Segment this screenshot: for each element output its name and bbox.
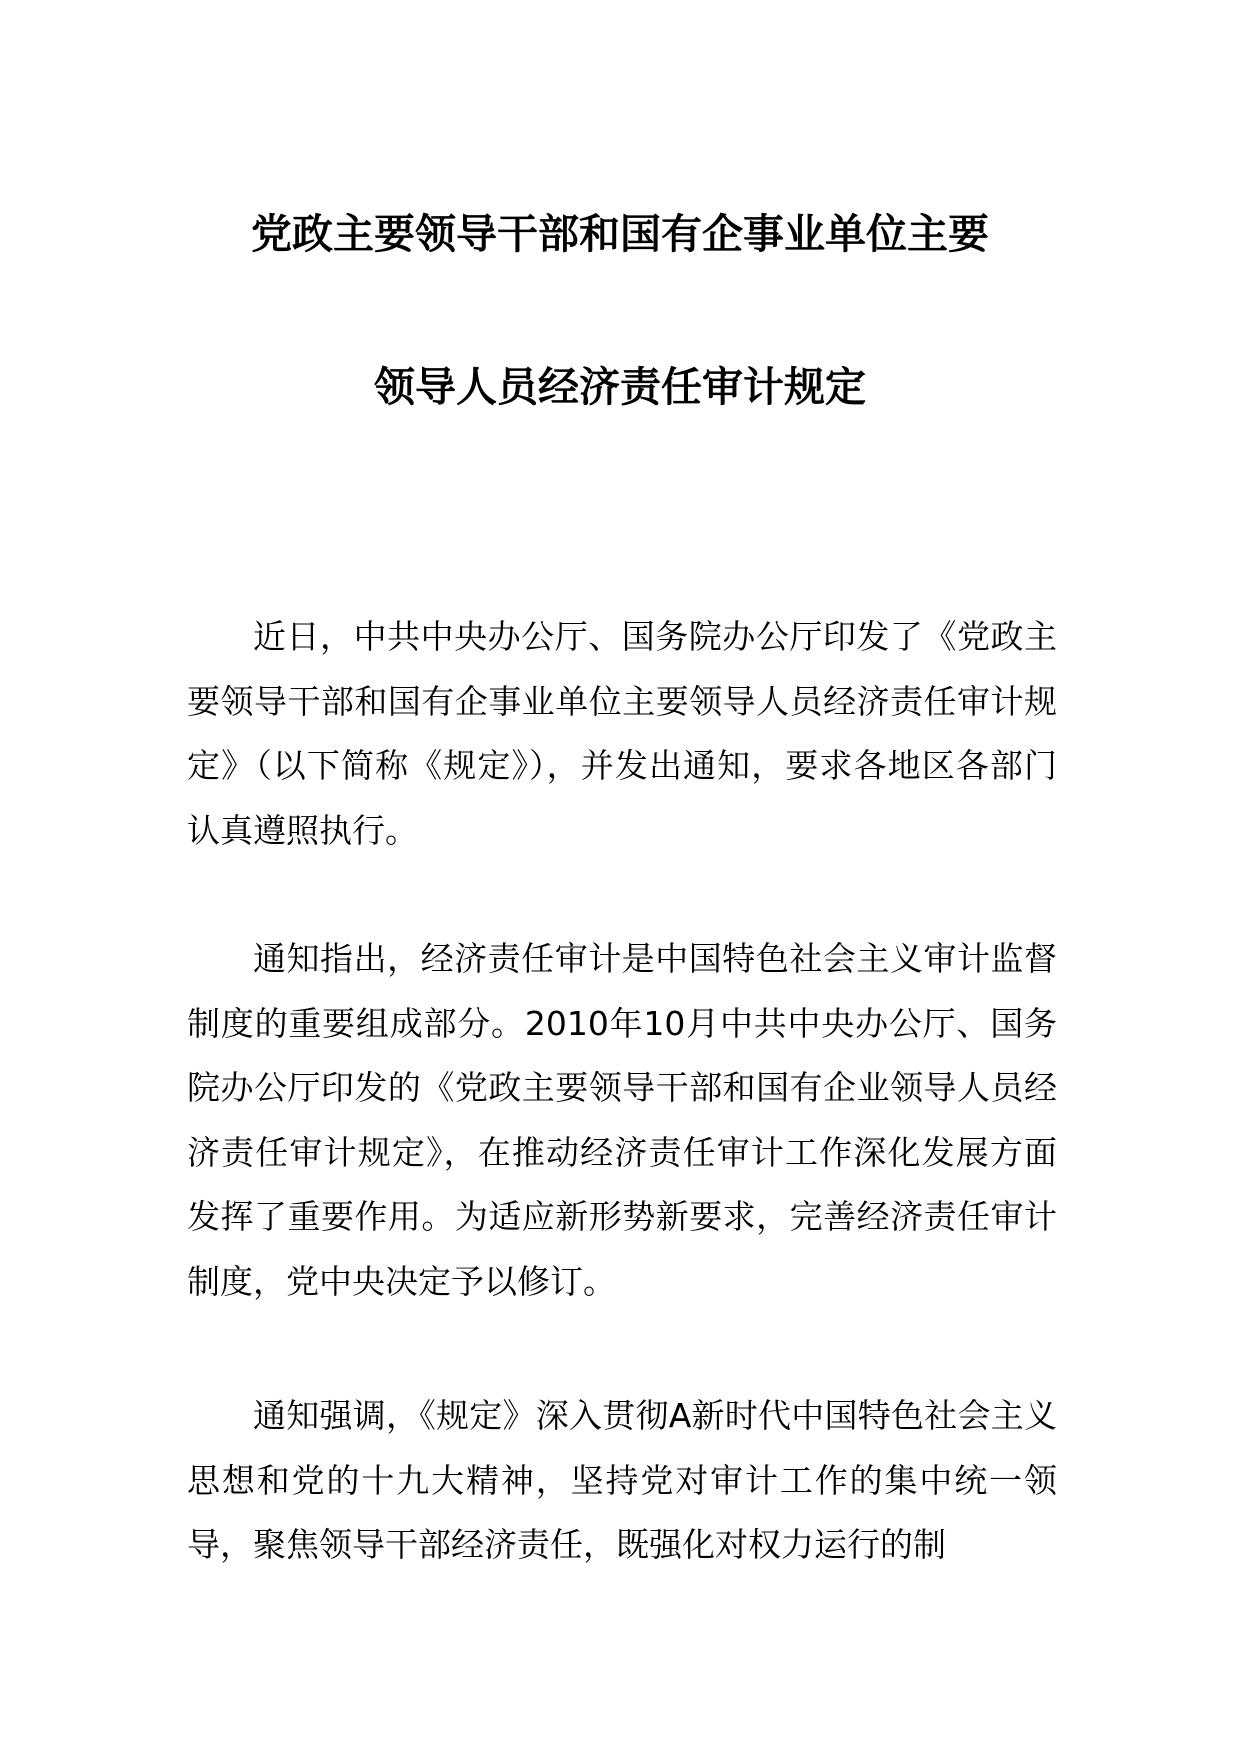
body-paragraph-3: 通知强调，《规定》深入贯彻A新时代中国特色社会主义思想和党的十九大精神，坚持党对审计工作的集中统一领导，聚焦领导干部经济责任，既强化对权力运行的制 — [187, 1396, 1057, 1564]
body-paragraph-2: 通知指出，经济责任审计是中国特色社会主义审计监督制度的重要组成部分。2010年10月中共中央办公厅、国务院办公厅印发的《党政主要领导干部和国有企业领导人员经济责任审计规定》，在推动经济责任审计工作深化发展方面发挥了重要作用。为适应新形势新要求，完善经济责任审计制度，党中央决定予以修订。 — [187, 939, 1057, 1301]
body-paragraph-1: 近日，中共中央办公厅、国务院办公厅印发了《党政主要领导干部和国有企事业单位主要领导人员经济责任审计规定》（以下简称《规定》），并发出通知，要求各地区各部门认真遵照执行。 — [187, 617, 1057, 850]
document-title-line-2: 领导人员经济责任审计规定 — [374, 363, 866, 411]
document-title-line-1: 党政主要领导干部和国有企事业单位主要 — [251, 210, 989, 258]
